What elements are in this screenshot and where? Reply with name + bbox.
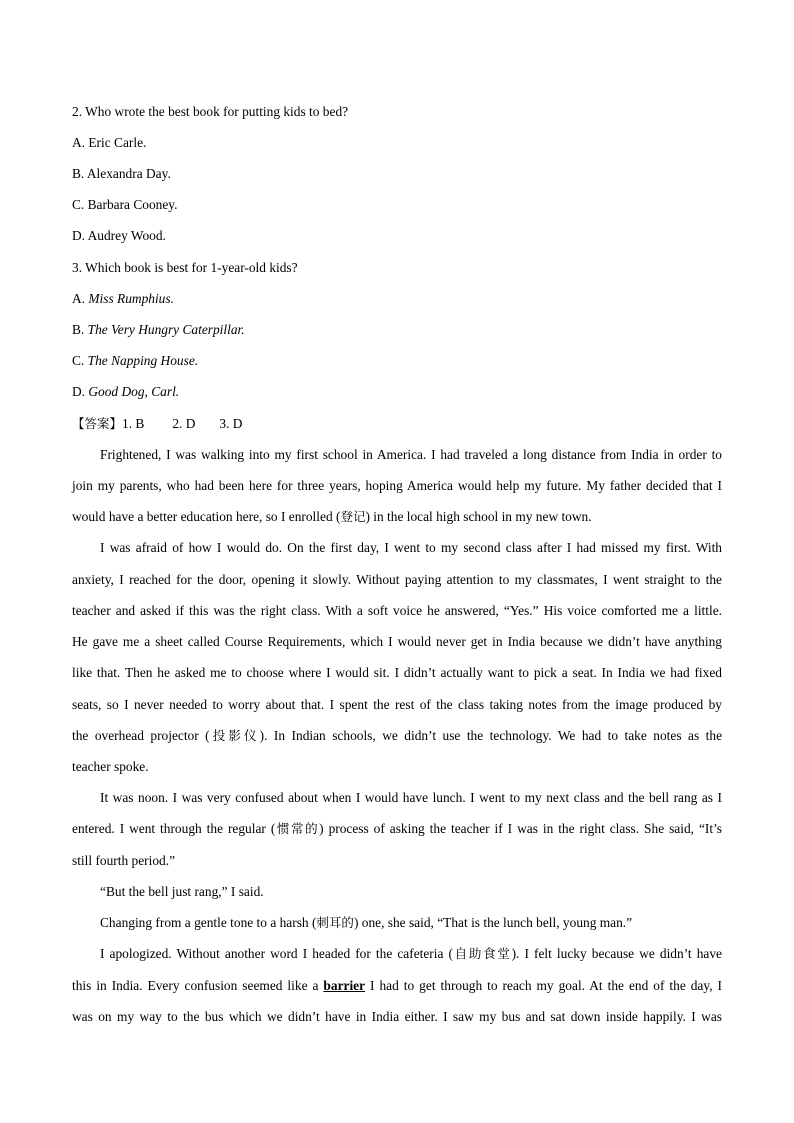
passage-line: still fourth period.”: [72, 853, 176, 868]
answer-3: 3. D: [219, 416, 243, 431]
passage-text: the overhead projector (: [72, 728, 210, 743]
passage-line: I was afraid of how I would do. On the first day, I went to my second class after I had missed my first. With: [100, 540, 722, 555]
chinese-gloss: 惯常的: [275, 821, 320, 836]
q3-option-a: [72, 291, 174, 307]
question-2: 2. Who wrote the best book for putting kids to bed?: [72, 104, 349, 119]
passage-line: like that. Then he asked me to choose where I would sit. I didn’t actually want to pick a seat. In India we had fixed: [72, 665, 722, 680]
passage-line: [72, 509, 592, 525]
q2-option-a: A. Eric Carle.: [72, 135, 147, 150]
passage-text: would have a better education here, so I enrolled (: [72, 509, 341, 524]
q3-option-a-prefix: A.: [72, 291, 89, 306]
q3-option-c-title: The Napping House.: [87, 353, 199, 368]
passage-text: ). In Indian schools, we didn’t use the technology. We had to take notes as the: [259, 728, 723, 743]
q2-option-c: C. Barbara Cooney.: [72, 197, 178, 212]
passage-text: Changing from a gentle tone to a harsh (: [100, 915, 317, 930]
q2-option-b: B. Alexandra Day.: [72, 166, 171, 181]
passage-line: [72, 728, 722, 744]
q3-option-b: [72, 322, 245, 338]
passage-text: ) in the local high school in my new town.: [365, 509, 592, 524]
passage-line: [72, 821, 722, 837]
passage-line: was on my way to the bus which we didn’t have in India either. I saw my bus and sat down inside happily. I was: [72, 1009, 722, 1024]
answer-1: 1. B: [122, 416, 145, 431]
passage-text: ) process of asking the teacher if I was in the right class. She said, “It’s: [319, 821, 722, 836]
chinese-gloss: 刺耳的: [316, 915, 354, 930]
passage-line: seats, so I never needed to worry about that. I spent the rest of the class taking notes from the image produced by: [72, 697, 722, 712]
answer-label: 【答案】: [72, 416, 123, 431]
passage-line: teacher spoke.: [72, 759, 149, 774]
q3-option-b-title: The Very Hungry Caterpillar.: [87, 322, 245, 337]
passage-line: teacher and asked if this was the right class. With a soft voice he answered, “Yes.” His voice comforted me a little.: [72, 603, 722, 618]
passage-line: It was noon. I was very confused about when I would have lunch. I went to my next class and the bell rang as I: [100, 790, 722, 805]
q3-option-b-prefix: B.: [72, 322, 88, 337]
q3-option-c: [72, 353, 198, 369]
passage-text: I had to get through to reach my goal. At the end of the day, I: [365, 978, 722, 993]
chinese-gloss: 登记: [340, 509, 366, 524]
passage-line: join my parents, who had been here for three years, hoping America would help my future. My father decided that I: [72, 478, 722, 493]
q3-option-d: [72, 384, 179, 400]
passage-text: ). I felt lucky because we didn’t have: [511, 946, 722, 961]
chinese-gloss: 投影仪: [209, 728, 260, 743]
passage-line: [100, 915, 632, 931]
passage-text: I apologized. Without another word I headed for the cafeteria (: [100, 946, 453, 961]
q2-option-d: D. Audrey Wood.: [72, 228, 166, 243]
answer-key: [72, 416, 242, 432]
passage-text: entered. I went through the regular (: [72, 821, 276, 836]
keyword-barrier: barrier: [323, 978, 366, 993]
passage-line: [100, 946, 722, 962]
q3-option-d-prefix: D.: [72, 384, 89, 399]
passage-text: this in India. Every confusion seemed like a: [72, 978, 324, 993]
passage-text: ) one, she said, “That is the lunch bell, young man.”: [353, 915, 633, 930]
answer-2: 2. D: [172, 416, 196, 431]
passage-line: Frightened, I was walking into my first school in America. I had traveled a long distance from India in order to: [100, 447, 722, 462]
q3-option-c-prefix: C.: [72, 353, 88, 368]
question-3: 3. Which book is best for 1-year-old kids?: [72, 260, 298, 275]
passage-line: anxiety, I reached for the door, opening it slowly. Without paying attention to my classmates, I went straight to the: [72, 572, 722, 587]
q3-option-a-title: Miss Rumphius.: [88, 291, 174, 306]
passage-line: “But the bell just rang,” I said.: [100, 884, 264, 899]
passage-line: He gave me a sheet called Course Requirements, which I would never get in India because we didn’t have anything: [72, 634, 722, 649]
q3-option-d-title: Good Dog, Carl.: [88, 384, 180, 399]
passage-line: [72, 978, 722, 994]
chinese-gloss: 自助食堂: [452, 946, 512, 961]
